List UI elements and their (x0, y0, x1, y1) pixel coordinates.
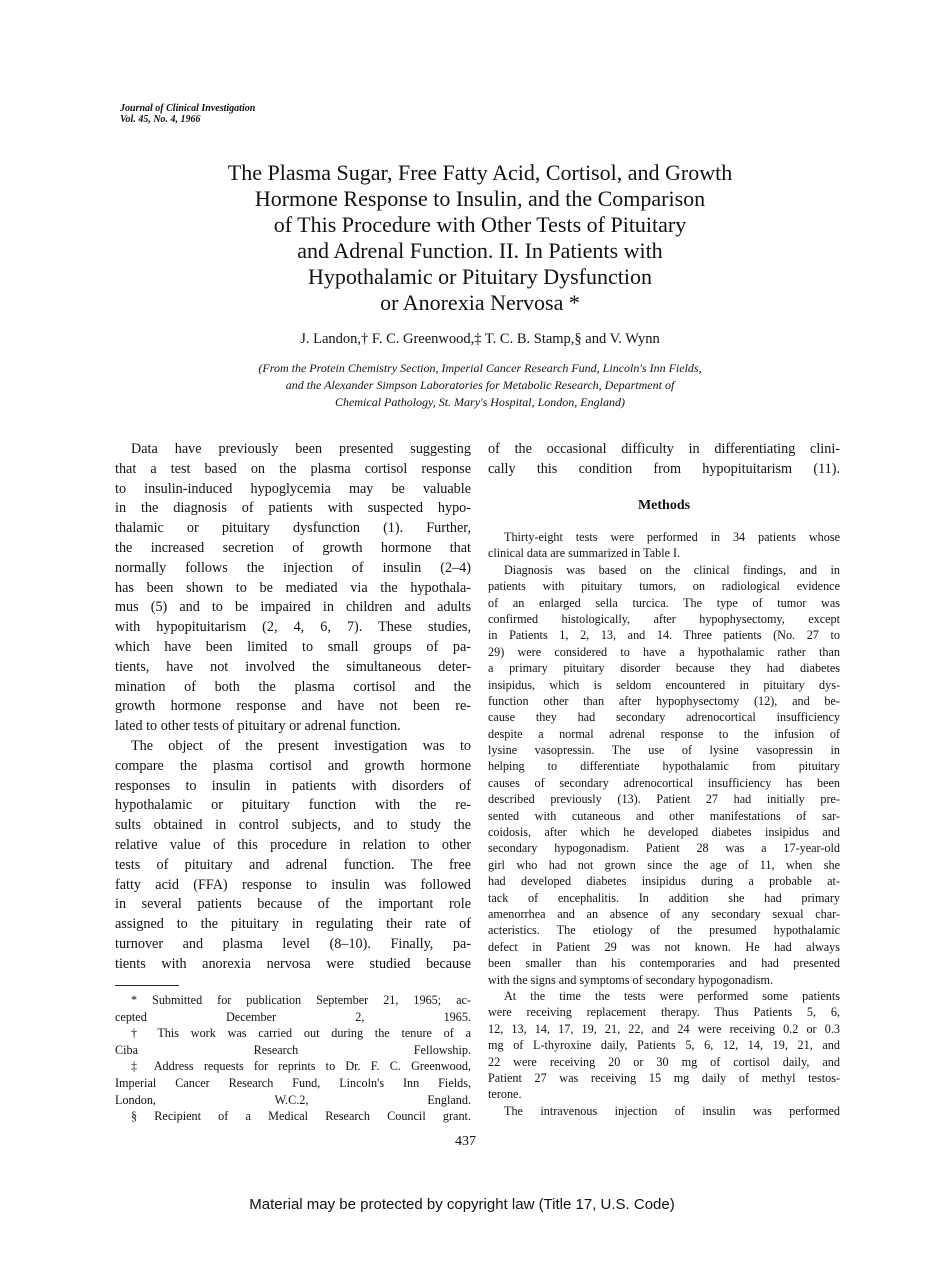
body-line: Data have previously been presented suggesting (131, 441, 471, 457)
body-line: of the occasional difficulty in differentiating clini- (488, 441, 840, 457)
journal-volume: Vol. 45, No. 4, 1966 (120, 114, 201, 125)
body-line: fatty acid (FFA) response to insulin was followed (115, 876, 471, 893)
methods-line: been smaller than his contemporaries and had presented (488, 956, 840, 971)
footnote-line: † This work was carried out during the tenure of a (131, 1026, 471, 1041)
footnote-divider (115, 985, 179, 986)
methods-line: insipidus, which is seldom encountered in pituitary dys- (488, 677, 840, 692)
methods-line: 12, 13, 14, 17, 19, 21, 22, and 24 were receiving 0.2 or 0.3 (488, 1021, 840, 1036)
methods-line: patients with pituitary tumors, on radiological evidence (488, 579, 840, 594)
body-line: to insulin-induced hypoglycemia may be valuable (115, 480, 471, 497)
body-line: lated to other tests of pituitary or adrenal function. (115, 718, 401, 735)
methods-line: At the time the tests were performed some patients (504, 988, 840, 1003)
methods-line: Thirty-eight tests were performed in 34 patients whose (504, 530, 840, 544)
right-column-intro (488, 440, 840, 480)
footnote-line: Ciba Research Fellowship. (115, 1042, 471, 1057)
methods-line: were receiving replacement therapy. Thus Patients 5, 6, (488, 1005, 840, 1020)
body-line: hypothalamic or pituitary function with the re- (115, 797, 471, 814)
affiliation-line: and the Alexander Simpson Laboratories for Metabolic Research, Department of (285, 378, 675, 392)
methods-line: with the signs and symptoms of secondary hypogonadism. (488, 972, 774, 987)
methods-line: The intravenous injection of insulin was performed (504, 1103, 840, 1118)
title-line: The Plasma Sugar, Free Fatty Acid, Cortisol, and Growth (227, 160, 733, 185)
methods-line: tack of encephalitis. In addition she had primary (488, 890, 840, 905)
footnote-line: ‡ Address requests for reprints to Dr. F. C. Greenwood, (131, 1059, 471, 1074)
body-line: mus (5) and to be impaired in children and adults (115, 599, 471, 616)
methods-line: Diagnosis was based on the clinical findings, and in (504, 562, 840, 577)
methods-line: terone. (488, 1087, 522, 1102)
methods-line: Patient 27 was receiving 15 mg daily of methyl testos- (488, 1070, 840, 1085)
footnote-line: London, W.C.2, England. (115, 1092, 471, 1107)
methods-line: described previously (13). Patient 27 had initially pre- (488, 792, 840, 807)
article-title (180, 160, 780, 316)
methods-line: lysine vasopressin. The use of lysine vasopressin in (488, 743, 840, 758)
body-line: tients with anorexia nervosa were studied because (115, 955, 471, 972)
body-line: growth hormone response and have not been re- (115, 698, 471, 715)
body-line: the increased secretion of growth hormone that (115, 539, 471, 556)
methods-line: acteristics. The etiology of the presumed hypothalamic (488, 923, 840, 938)
footnote-line: * Submitted for publication September 21, 1965; ac- (131, 993, 471, 1007)
methods-heading: Methods (637, 498, 691, 513)
footnote-line: § Recipient of a Medical Research Council grant. (131, 1109, 471, 1124)
methods-line: 22 were receiving 20 or 30 mg of cortisol daily, and (488, 1054, 840, 1069)
left-column-body (115, 440, 471, 975)
body-line: turnover and plasma level (8–10). Finally, pa- (115, 935, 471, 952)
footnote-line: Imperial Cancer Research Fund, Lincoln's Inn Fields, (115, 1075, 471, 1090)
affiliation-line: Chemical Pathology, St. Mary's Hospital, London, England) (335, 395, 625, 409)
body-line: in the diagnosis of patients with suspected hypo- (115, 500, 471, 517)
title-line: or Anorexia Nervosa * (380, 290, 580, 315)
title-line: of This Procedure with Other Tests of Pituitary (273, 212, 687, 237)
methods-line: girl who had not grown since the age of 11, when she (488, 857, 840, 872)
body-line: compare the plasma cortisol and growth hormone (115, 757, 471, 774)
methods-line: causes of secondary adrenocortical insufficiency has been (488, 775, 840, 790)
author-list: J. Landon,† F. C. Greenwood,‡ T. C. B. Stamp,§ and V. Wynn (300, 331, 660, 347)
body-line: responses to insulin in patients with disorders of (115, 777, 471, 794)
body-line: normally follows the injection of insulin (2–4) (115, 559, 471, 576)
title-line: and Adrenal Function. II. In Patients with (297, 238, 663, 263)
methods-line: defect in Patient 29 was not known. He had always (488, 939, 840, 954)
body-line: sults obtained in control subjects, and to study the (115, 817, 471, 834)
methods-line: in Patients 1, 2, 13, and 14. Three patients (No. 27 to (488, 628, 840, 643)
body-line: that a test based on the plasma cortisol response (115, 460, 471, 477)
affiliation-line: (From the Protein Chemistry Section, Imperial Cancer Research Fund, Lincoln's Inn Fields, (258, 361, 702, 375)
methods-body (488, 529, 840, 1119)
body-line: has been shown to be mediated via the hypothala- (115, 579, 471, 596)
methods-line: a primary pituitary disorder because they had diabetes (488, 661, 840, 676)
methods-line: sented with cutaneous and other manifestations of sar- (488, 808, 840, 823)
methods-line: had developed diabetes insipidus during a probable at- (488, 874, 840, 889)
methods-line: cause they had secondary adrenocortical insufficiency (488, 710, 840, 725)
methods-line: amenorrhea and an absence of any secondary sexual char- (488, 906, 840, 921)
methods-line: coidosis, after which he developed diabetes insipidus and (488, 825, 840, 840)
body-line: which have been limited to small groups of pa- (115, 638, 471, 655)
methods-line: function other than after hypophysectomy (12), and be- (488, 693, 840, 708)
footnote-line: cepted December 2, 1965. (115, 1009, 471, 1024)
page-number: 437 (455, 1134, 476, 1149)
methods-line: 29) were considered to have a hypothalamic rather than (488, 644, 840, 659)
methods-line: helping to differentiate hypothalamic from pituitary (488, 759, 840, 774)
methods-line: secondary hypogonadism. Patient 28 was a 17-year-old (488, 841, 840, 856)
body-line: in several patients because of the important role (115, 896, 471, 913)
title-line: Hypothalamic or Pituitary Dysfunction (308, 264, 652, 289)
body-line: relative value of this procedure in relation to other (115, 836, 471, 853)
body-line: thalamic or pituitary dysfunction (1). Further, (115, 520, 471, 537)
body-line: tients, have not involved the simultaneous deter- (115, 658, 471, 675)
title-line: Hormone Response to Insulin, and the Comparison (254, 186, 706, 211)
methods-line: clinical data are summarized in Table I. (488, 546, 681, 561)
copyright-notice: Material may be protected by copyright law (Title 17, U.S. Code) (249, 1196, 675, 1213)
body-line: tests of pituitary and adrenal function. The free (115, 856, 471, 873)
body-line: mination of both the plasma cortisol and the (115, 678, 471, 695)
methods-line: mg of L-thyroxine daily, Patients 5, 6, 12, 14, 19, 21, and (488, 1038, 840, 1053)
body-line: The object of the present investigation was to (131, 737, 471, 754)
journal-reference (120, 103, 255, 125)
body-line: with hypopituitarism (2, 4, 6, 7). These studies, (115, 619, 471, 636)
methods-line: despite a normal adrenal response to the infusion of (488, 726, 840, 741)
methods-line: confirmed histologically, after hypophysectomy, except (488, 611, 840, 626)
body-line: assigned to the pituitary in regulating their rate of (115, 916, 471, 933)
journal-name: Journal of Clinical Investigation (120, 103, 256, 114)
affiliation (150, 360, 810, 411)
body-line: cally this condition from hypopituitarism (11). (488, 460, 840, 477)
footnotes (115, 992, 471, 1125)
methods-line: of an enlarged sella turcica. The type of tumor was (488, 595, 840, 610)
